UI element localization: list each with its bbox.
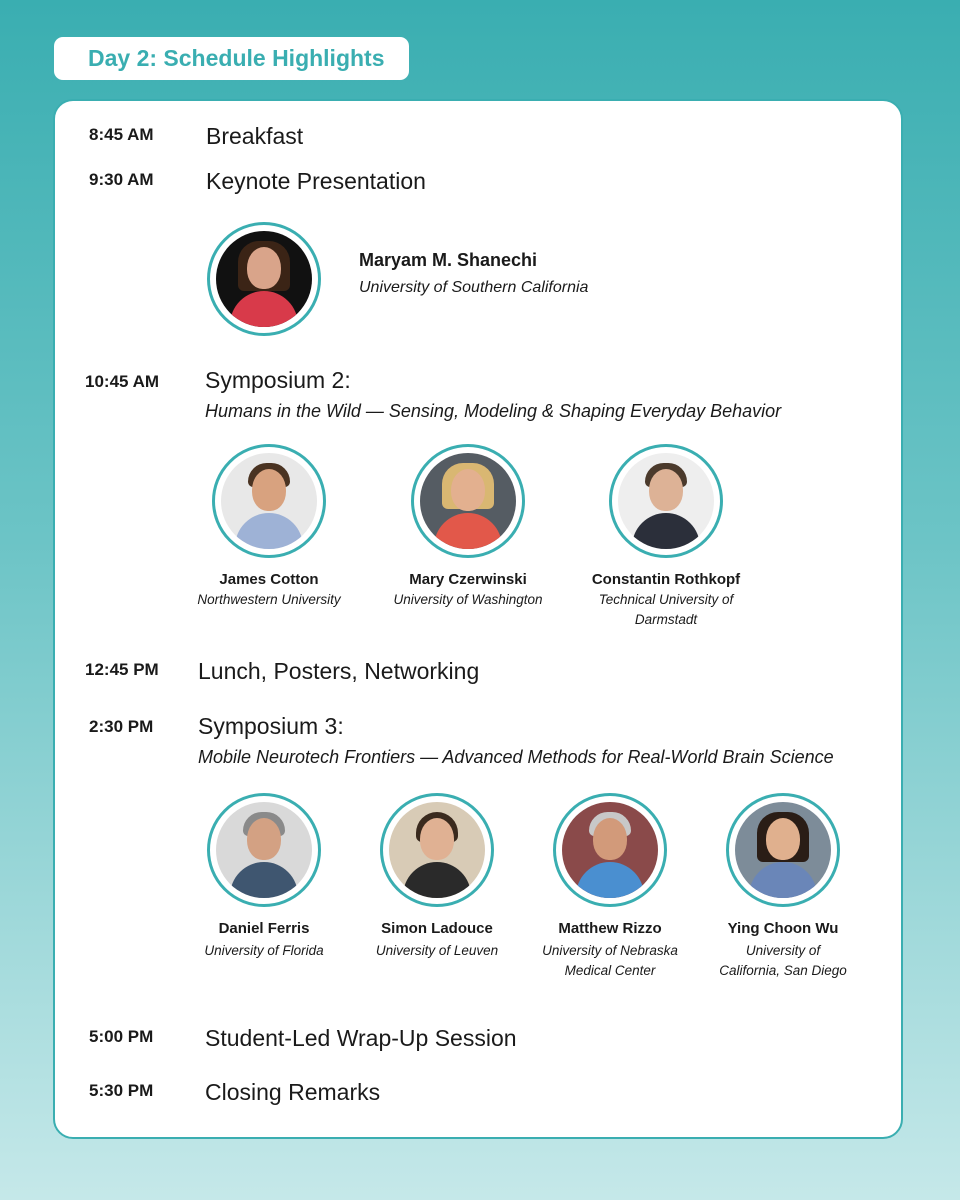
speaker-name-rothkopf: Constantin Rothkopf [591, 571, 741, 588]
speaker-avatar-rothkopf [609, 444, 723, 558]
keynote-speaker-affiliation: University of Southern California [359, 279, 589, 296]
wrapup-title: Student-Led Wrap-Up Session [205, 1025, 517, 1051]
speaker-name-cotton: James Cotton [219, 571, 319, 588]
page-title: Day 2: Schedule Highlights [54, 37, 409, 80]
speaker-name-wu: Ying Choon Wu [727, 920, 839, 937]
keynote-title: Keynote Presentation [206, 168, 426, 194]
wrapup-time: 5:00 PM [89, 1027, 154, 1046]
speaker-name-czerwinski: Mary Czerwinski [409, 571, 527, 588]
speaker-affiliation-rizzo: University of Nebraska Medical Center [542, 943, 678, 978]
speaker-avatar-rizzo [553, 793, 667, 907]
keynote-time: 9:30 AM [89, 170, 154, 189]
symposium3-title: Symposium 3: [198, 713, 344, 739]
keynote-speaker-name: Maryam M. Shanechi [359, 250, 538, 270]
symposium2-subtitle: Humans in the Wild — Sensing, Modeling & Shaping Everyday Behavior [205, 401, 782, 421]
symposium2-time: 10:45 AM [85, 372, 160, 391]
speaker-affiliation-rothkopf: Technical University of Darmstadt [598, 592, 734, 627]
breakfast-time: 8:45 AM [89, 125, 154, 144]
closing-title: Closing Remarks [205, 1079, 381, 1105]
schedule-card [53, 99, 903, 1139]
speaker-avatar-wu [726, 793, 840, 907]
speaker-affiliation-ladouce: University of Leuven [375, 943, 499, 958]
speaker-affiliation-ferris: University of Florida [204, 943, 324, 958]
speaker-name-ferris: Daniel Ferris [218, 920, 310, 937]
lunch-title: Lunch, Posters, Networking [198, 658, 480, 684]
closing-time: 5:30 PM [89, 1081, 154, 1100]
keynote-speaker-avatar [207, 222, 321, 336]
symposium2-title: Symposium 2: [205, 367, 351, 393]
speaker-name-ladouce: Simon Ladouce [381, 920, 493, 937]
symposium3-subtitle: Mobile Neurotech Frontiers — Advanced Methods for Real-World Brain Science [198, 747, 834, 767]
speaker-avatar-cotton [212, 444, 326, 558]
speaker-avatar-ferris [207, 793, 321, 907]
speaker-affiliation-czerwinski: University of Washington [393, 592, 543, 607]
speaker-avatar-czerwinski [411, 444, 525, 558]
speaker-avatar-ladouce [380, 793, 494, 907]
speaker-name-rizzo: Matthew Rizzo [558, 920, 662, 937]
breakfast-title: Breakfast [206, 123, 304, 149]
speaker-affiliation-cotton: Northwestern University [197, 592, 341, 607]
symposium3-time: 2:30 PM [89, 717, 154, 736]
lunch-time: 12:45 PM [85, 660, 159, 679]
speaker-affiliation-wu: University of California, San Diego [719, 943, 847, 978]
